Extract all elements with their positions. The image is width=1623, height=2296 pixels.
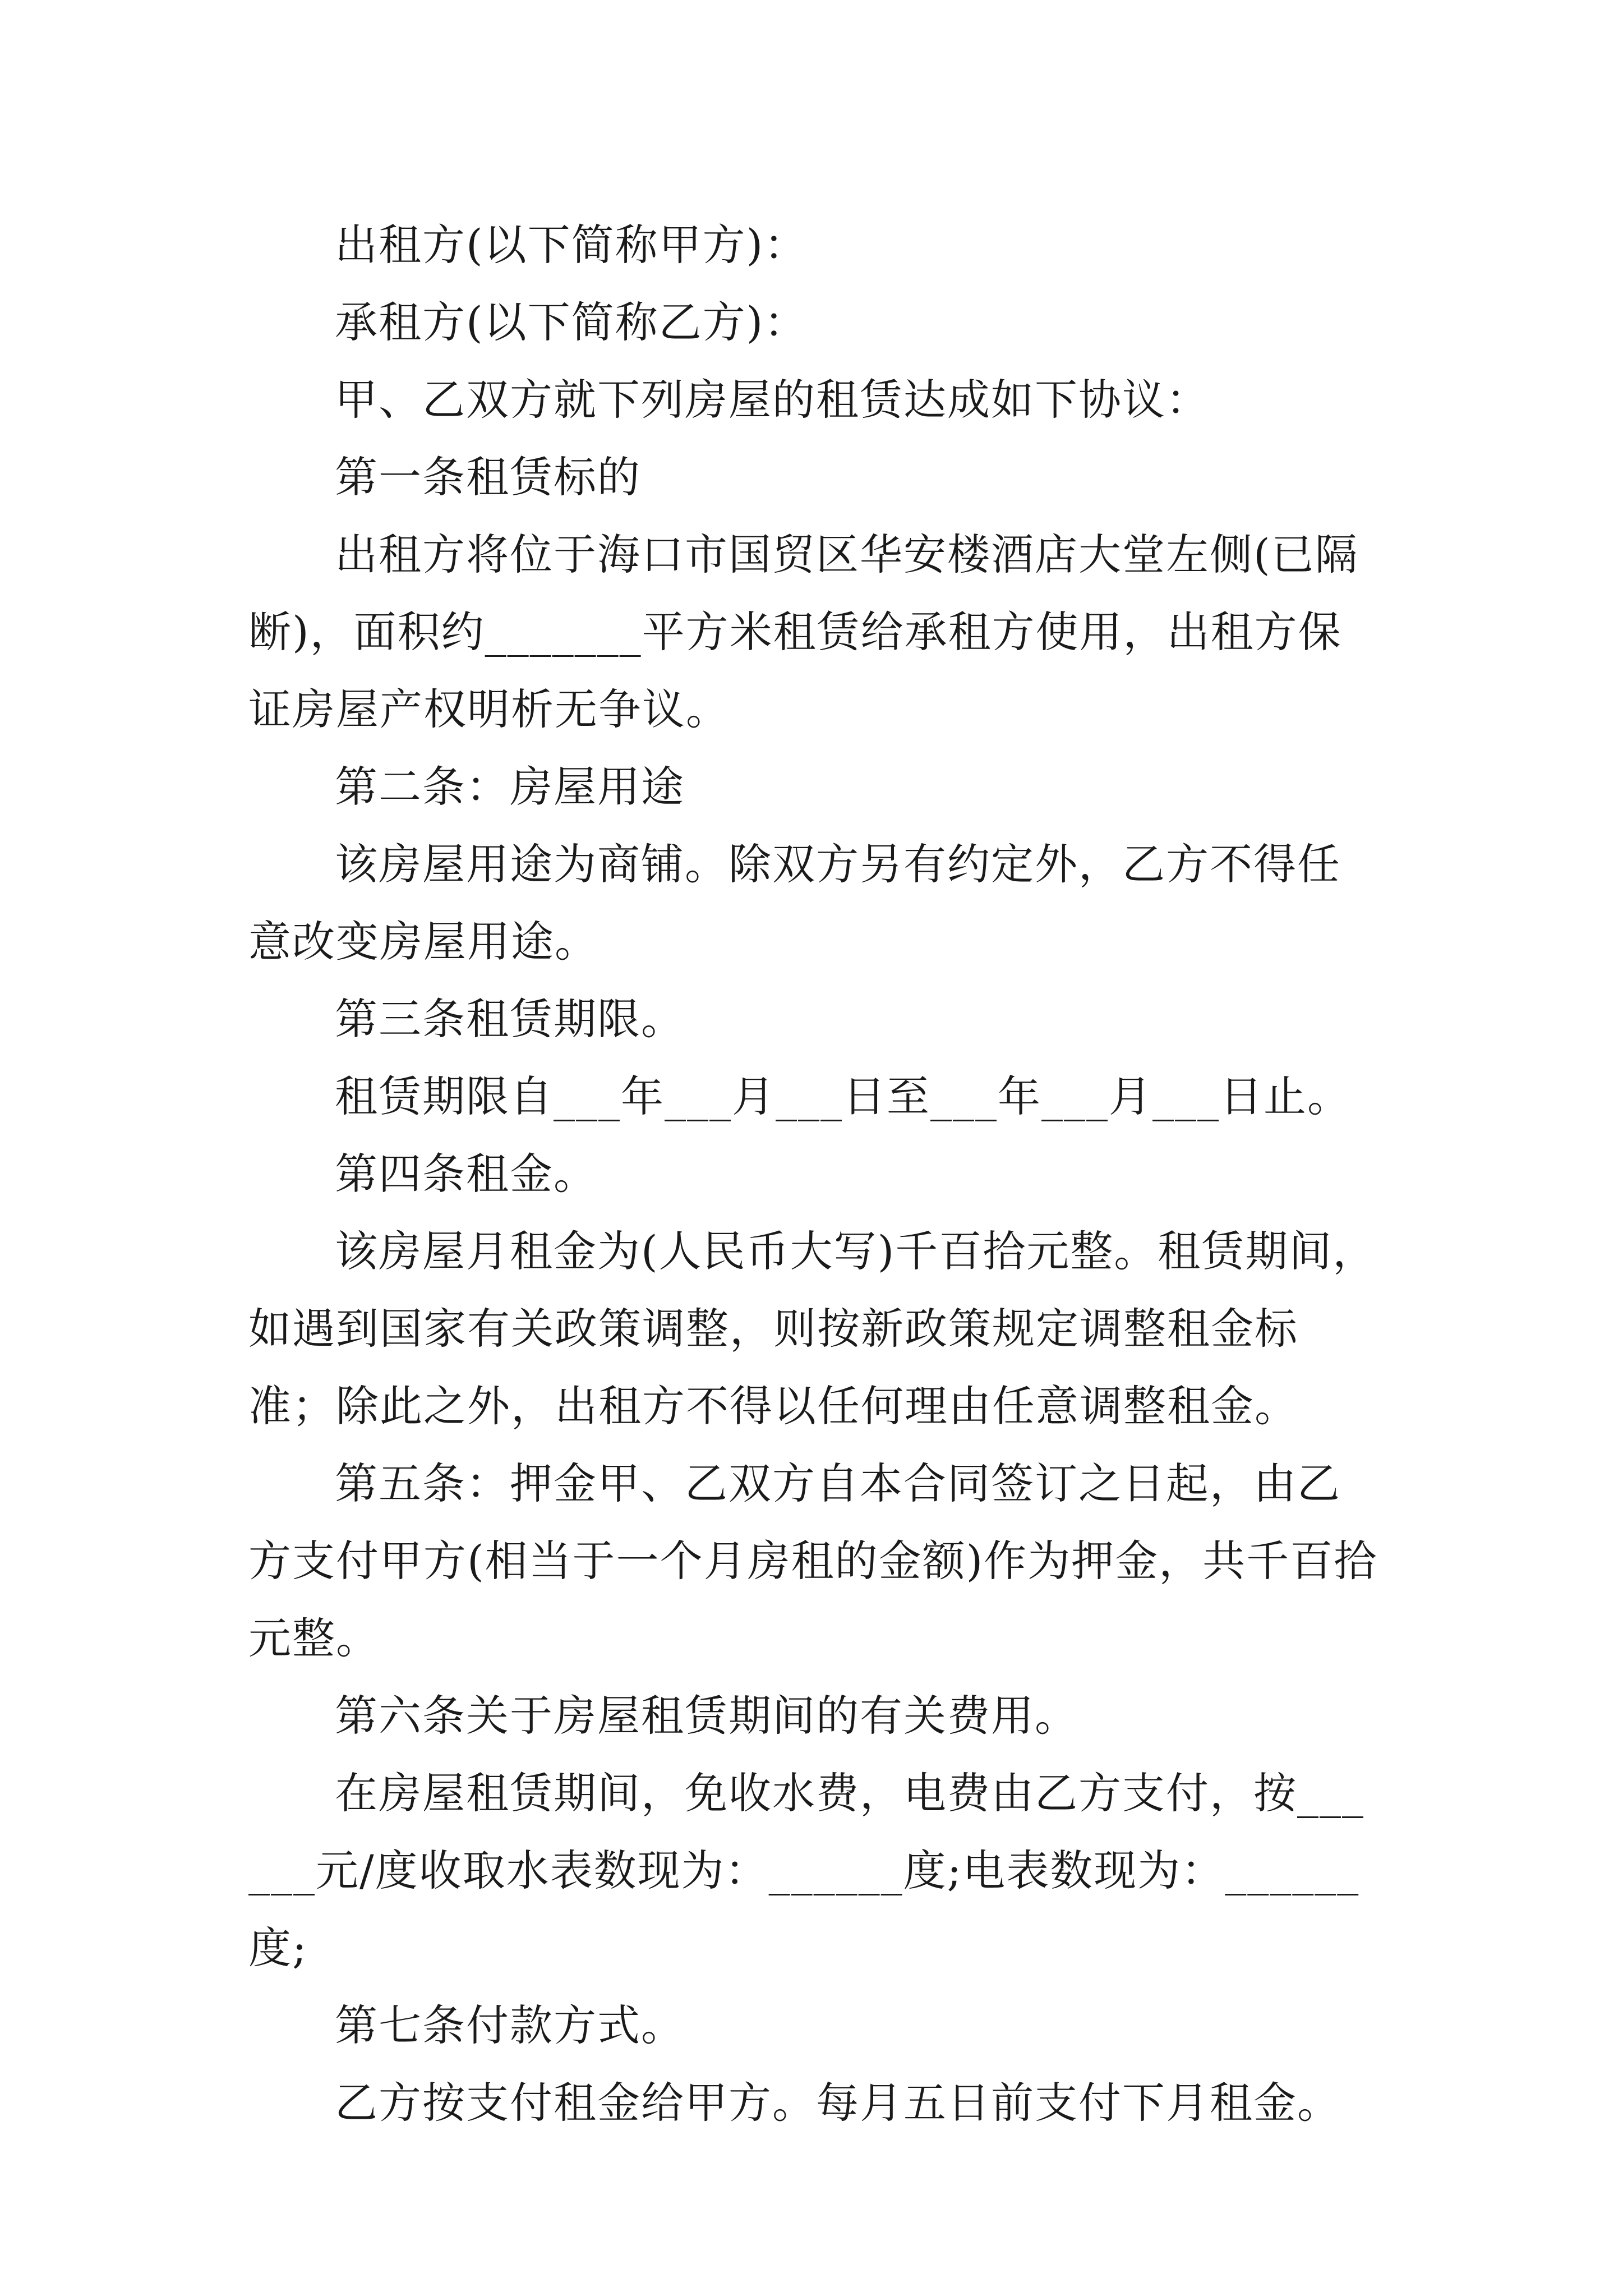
article-6-body: 在房屋租赁期间，免收水费，电费由乙方支付，按______元/度收取水表数现为：______度;电表数现为：______度; xyxy=(248,1768,1364,1973)
lessor-line: 出租方(以下简称甲方)： xyxy=(335,220,808,270)
article-1-body: 出租方将位于海口市国贸区华安楼酒店大堂左侧(已隔断)，面积约_______平方米租赁给承租方使用，出租方保证房屋产权明析无争议。 xyxy=(248,530,1359,734)
article-7-body: 乙方按支付租金给甲方。每月五日前支付下月租金。 xyxy=(335,2078,1341,2128)
article-2-body: 该房屋用途为商铺。除双方另有约定外，乙方不得任意改变房屋用途。 xyxy=(248,839,1341,967)
article-2-heading: 第二条：房屋用途 xyxy=(335,762,685,812)
article-3-heading: 第三条租赁期限。 xyxy=(335,994,685,1044)
article-1-heading: 第一条租赁标的 xyxy=(335,452,641,502)
article-5-body: 第五条：押金甲、乙双方自本合同签订之日起，由乙方支付甲方(相当于一个月房租的金额)作为押金，共千百拾元整。 xyxy=(248,1458,1378,1663)
article-4-body: 该房屋月租金为(人民币大写)千百拾元整。租赁期间，如遇到国家有关政策调整，则按新政策规定调整租金标准；除此之外，出租方不得以任何理由任意调整租金。 xyxy=(248,1226,1377,1431)
article-4-heading: 第四条租金。 xyxy=(335,1149,597,1199)
lessee-line: 承租方(以下简称乙方)： xyxy=(335,297,808,347)
agreement-intro: 甲、乙双方就下列房屋的租赁达成如下协议： xyxy=(335,375,1210,425)
article-3-body: 租赁期限自___年___月___日至___年___月___日止。 xyxy=(335,1071,1351,1121)
article-6-heading: 第六条关于房屋租赁期间的有关费用。 xyxy=(335,1691,1078,1741)
article-7-heading: 第七条付款方式。 xyxy=(335,2000,685,2050)
contract-body xyxy=(248,206,1382,2142)
